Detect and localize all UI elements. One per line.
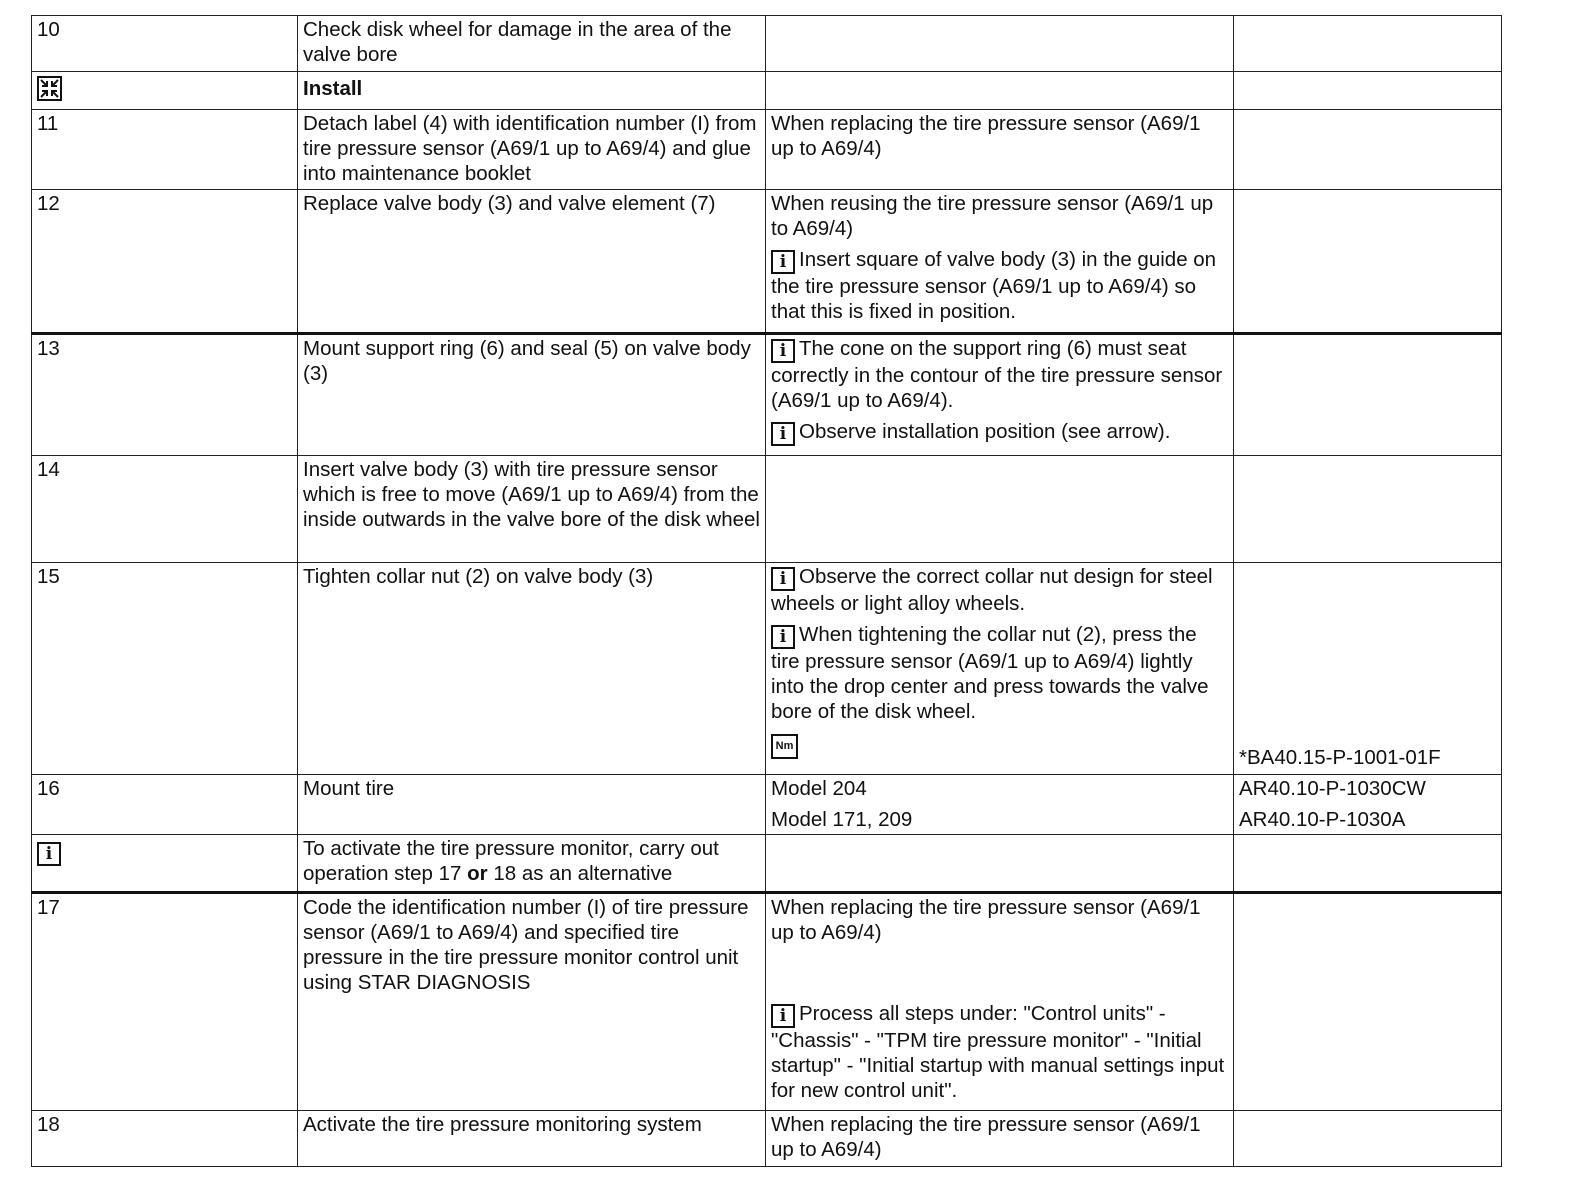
info-note <box>771 1001 1228 1103</box>
info-note-text: Observe installation position (see arrow). <box>799 420 1171 443</box>
step-number: 17 <box>32 893 298 1111</box>
reference-cell <box>1234 16 1502 72</box>
note-cell <box>766 72 1234 110</box>
step-number: 10 <box>32 16 298 72</box>
section-heading: Install <box>298 72 766 110</box>
note-cell <box>766 835 1234 893</box>
info-note <box>771 564 1228 616</box>
info-icon: i <box>771 250 795 274</box>
info-note <box>771 247 1228 324</box>
info-note-text: Observe the correct collar nut design for steel wheels or light alloy wheels. <box>771 565 1213 615</box>
step-number: 13 <box>32 334 298 456</box>
reference-cell <box>1234 190 1502 334</box>
info-note <box>771 336 1228 413</box>
step-number: 11 <box>32 110 298 190</box>
note-cell <box>766 190 1234 334</box>
operation-text: Detach label (4) with identification number (I) from tire pressure sensor (A69/1 up to A69/4) and glue into maintenance booklet <box>298 110 766 190</box>
note-cell <box>766 334 1234 456</box>
note-text: When reusing the tire pressure sensor (A69/1 up to A69/4) <box>771 192 1214 240</box>
reference-link[interactable]: AR40.10-P-1030A <box>1239 808 1406 831</box>
operation-text: Check disk wheel for damage in the area of the valve bore <box>298 16 766 72</box>
table-row <box>32 893 1502 1111</box>
operation-text: Mount support ring (6) and seal (5) on valve body (3) <box>298 334 766 456</box>
table-row <box>32 835 1502 893</box>
reference-link[interactable]: AR40.10-P-1030CW <box>1239 777 1426 800</box>
info-note-text: Process all steps under: "Control units" - "Chassis" - "TPM tire pressure monitor" - "Initial startup" - "Initial startup with manual settings input for new control unit". <box>771 1002 1225 1102</box>
step-icon-cell <box>32 72 298 110</box>
note-cell <box>766 563 1234 775</box>
operation-text: Replace valve body (3) and valve element (7) <box>298 190 766 334</box>
note-text: When replacing the tire pressure sensor (A69/1 up to A69/4) <box>766 1111 1234 1167</box>
table-row <box>32 334 1502 456</box>
table-row <box>32 16 1502 72</box>
step-icon-cell <box>32 835 298 893</box>
info-icon: i <box>37 842 61 866</box>
note-cell <box>766 16 1234 72</box>
info-note <box>771 419 1228 446</box>
torque-icon: Nm <box>771 734 798 759</box>
info-note-text: When tightening the collar nut (2), press the tire pressure sensor (A69/1 up to A69/4) lightly into the drop center and press towards the valve bore of the disk wheel. <box>771 623 1209 723</box>
table-row <box>32 563 1502 775</box>
table-row <box>32 775 1502 835</box>
step-number: 15 <box>32 563 298 775</box>
reference-cell <box>1234 72 1502 110</box>
operation-text: Mount tire <box>298 775 766 835</box>
table-row <box>32 190 1502 334</box>
info-icon: i <box>771 567 795 591</box>
note-text: When replacing the tire pressure sensor (A69/1 up to A69/4) <box>771 896 1201 944</box>
info-note <box>771 622 1228 724</box>
operation-text: Activate the tire pressure monitoring system <box>298 1111 766 1167</box>
table-row <box>32 110 1502 190</box>
reference-cell <box>1234 563 1502 775</box>
reference-cell <box>1234 893 1502 1111</box>
step-number: 12 <box>32 190 298 334</box>
note-cell <box>766 893 1234 1111</box>
model-note: Model 204 <box>771 777 867 800</box>
info-icon: i <box>771 625 795 649</box>
step-number: 18 <box>32 1111 298 1167</box>
info-icon: i <box>771 1004 795 1028</box>
info-icon: i <box>771 339 795 363</box>
reference-cell <box>1234 775 1502 835</box>
step-number: 14 <box>32 456 298 563</box>
reference-cell <box>1234 835 1502 893</box>
info-note-text: The cone on the support ring (6) must seat correctly in the contour of the tire pressure sensor (A69/1 up to A69/4). <box>771 337 1223 412</box>
install-icon <box>37 76 62 101</box>
note-text: When replacing the tire pressure sensor (A69/1 up to A69/4) <box>766 110 1234 190</box>
operation-text: Insert valve body (3) with tire pressure sensor which is free to move (A69/1 up to A69/4) from the inside outwards in the valve bore of the disk wheel <box>298 456 766 563</box>
reference-cell <box>1234 456 1502 563</box>
table-row <box>32 456 1502 563</box>
torque-note <box>771 730 1228 759</box>
info-icon: i <box>771 422 795 446</box>
table-row <box>32 72 1502 110</box>
note-cell <box>766 456 1234 563</box>
info-note-text: Insert square of valve body (3) in the guide on the tire pressure sensor (A69/1 up to A69/4) so that this is fixed in position. <box>771 248 1217 323</box>
note-cell <box>766 775 1234 835</box>
reference-cell <box>1234 334 1502 456</box>
reference-link[interactable]: *BA40.15-P-1001-01F <box>1239 746 1441 769</box>
operation-text: Code the identification number (I) of tire pressure sensor (A69/1 to A69/4) and specified tire pressure in the tire pressure monitor control unit using STAR DIAGNOSIS <box>298 893 766 1111</box>
reference-cell <box>1234 1111 1502 1167</box>
operation-text: To activate the tire pressure monitor, carry out operation step 17 or 18 as an alternative <box>298 835 766 893</box>
table-row <box>32 1111 1502 1167</box>
reference-cell <box>1234 110 1502 190</box>
procedure-table <box>31 15 1502 1167</box>
step-number: 16 <box>32 775 298 835</box>
operation-text: Tighten collar nut (2) on valve body (3) <box>298 563 766 775</box>
model-note: Model 171, 209 <box>771 808 913 831</box>
